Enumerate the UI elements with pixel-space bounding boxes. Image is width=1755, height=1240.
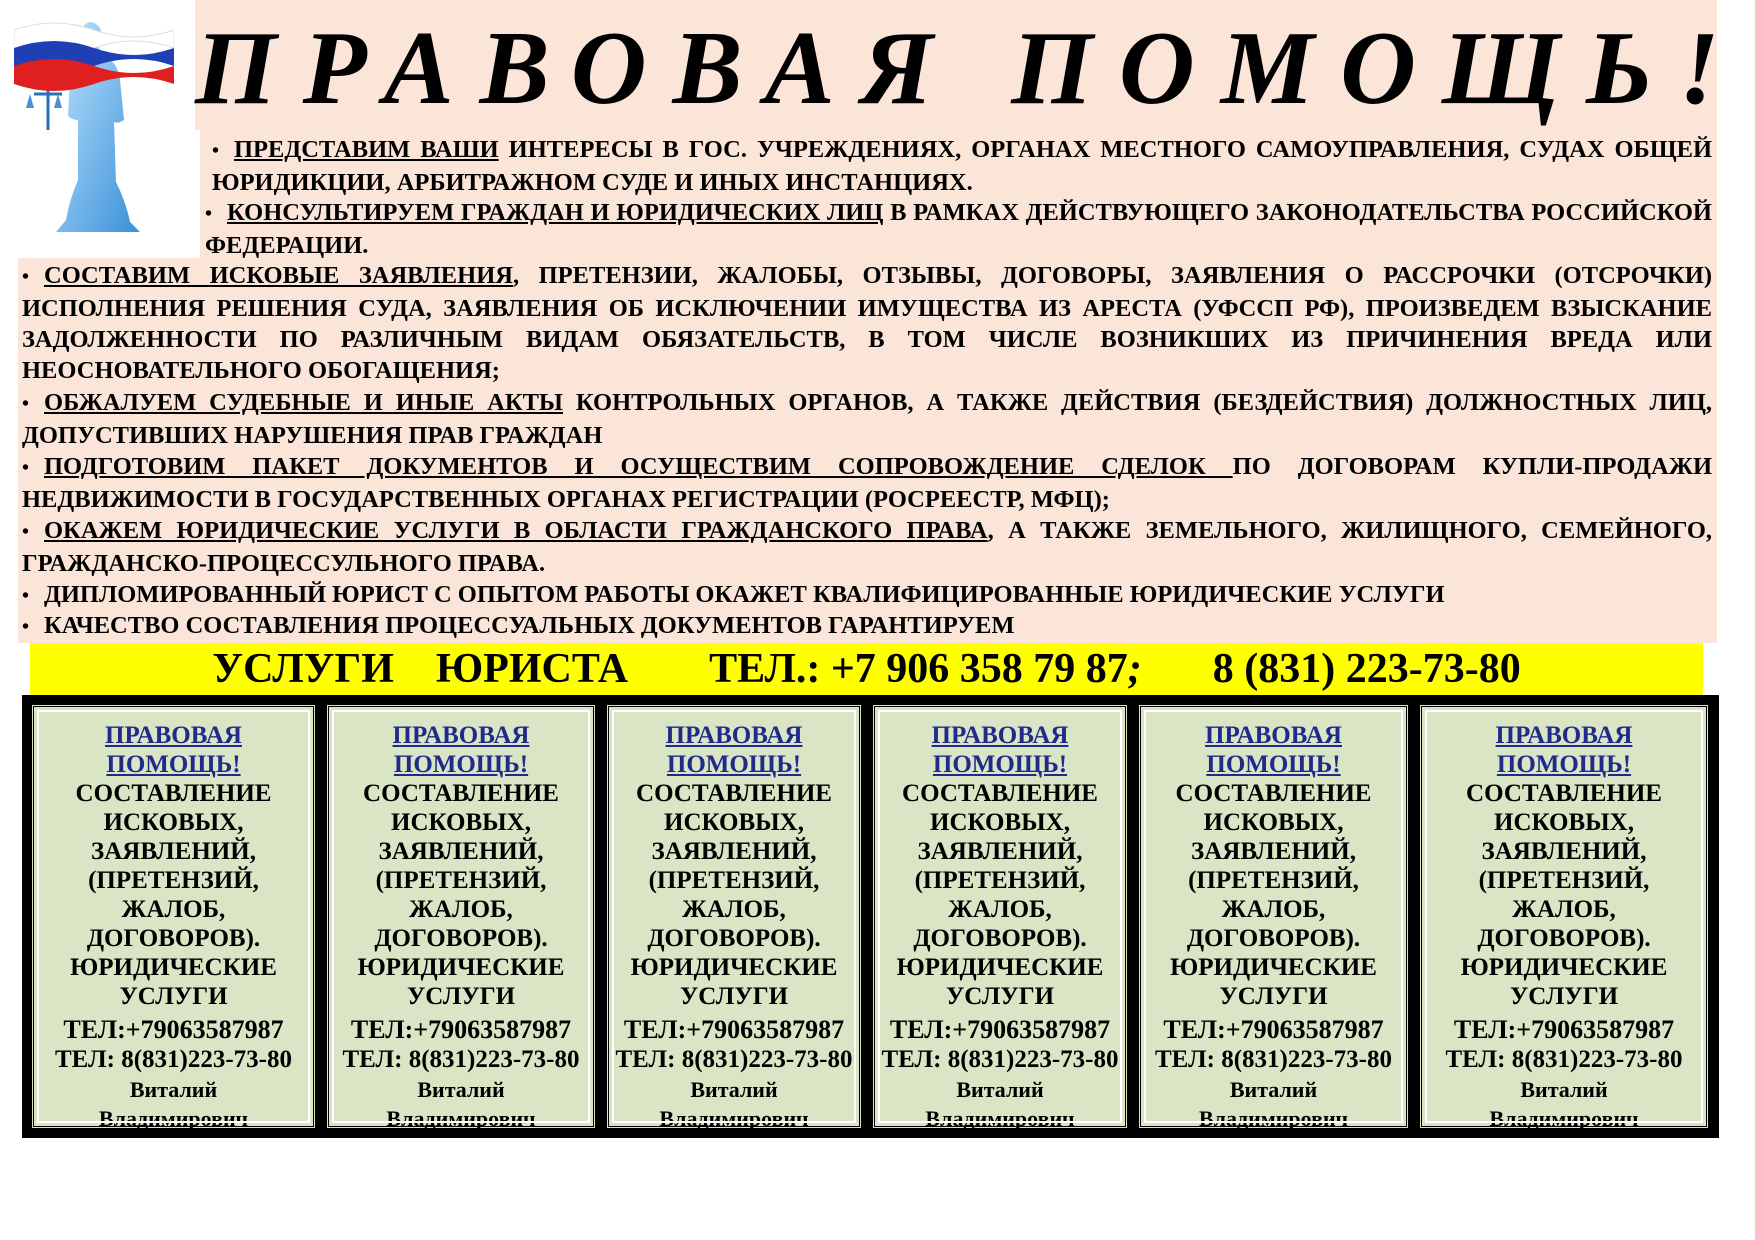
tear-off-card [1419, 704, 1709, 1129]
tear-off-card [31, 704, 316, 1129]
service-item: • ПРЕДСТАВИМ ВАШИ ИНТЕРЕСЫ В ГОС. УЧРЕЖДЕНИЯХ, ОРГАНАХ МЕСТНОГО САМОУПРАВЛЕНИЯ, СУДАХ ОБЩЕЙ ЮРИДИКЦИИ, АРБИТРАЖНОМ СУДЕ И ИНЫХ ИНСТАНЦИЯХ. [212, 136, 1713, 196]
card-phone: ТЕЛ:+79063587987 [1453, 1015, 1675, 1044]
card-body: СОСТАВЛЕНИЕ ИСКОВЫХ, ЗАЯВЛЕНИЙ, (ПРЕТЕНЗИЙ, ЖАЛОБ, ДОГОВОРОВ). ЮРИДИЧЕСКИЕ УСЛУГИ [1170, 780, 1377, 1010]
card-heading: ПРАВОВАЯ ПОМОЩЬ! [1495, 722, 1633, 778]
card-name-patronymic: Владимирович [98, 1106, 249, 1131]
card-body: СОСТАВЛЕНИЕ ИСКОВЫХ, ЗАЯВЛЕНИЙ, (ПРЕТЕНЗИЙ, ЖАЛОБ, ДОГОВОРОВ). ЮРИДИЧЕСКИЕ УСЛУГИ [896, 780, 1104, 1010]
card-body: СОСТАВЛЕНИЕ ИСКОВЫХ, ЗАЯВЛЕНИЙ, (ПРЕТЕНЗИЙ, ЖАЛОБ, ДОГОВОРОВ). ЮРИДИЧЕСКИЕ УСЛУГИ [70, 780, 277, 1010]
service-item: • ДИПЛОМИРОВАННЫЙ ЮРИСТ С ОПЫТОМ РАБОТЫ ОКАЖЕТ КВАЛИФИЦИРОВАННЫЕ ЮРИДИЧЕСКИЕ УСЛУГИ [22, 581, 1445, 608]
tear-off-card [606, 704, 862, 1129]
card-name-patronymic: Владимирович [659, 1106, 809, 1131]
card-phone-2: ТЕЛ: 8(831)223-73-80 [1445, 1046, 1683, 1073]
card-name-first: Виталий [417, 1077, 505, 1102]
card-name-first: Виталий [1520, 1077, 1608, 1102]
service-item: • ОБЖАЛУЕМ СУДЕБНЫЕ И ИНЫЕ АКТЫ КОНТРОЛЬНЫХ ОРГАНОВ, А ТАКЖЕ ДЕЙСТВИЯ (БЕЗДЕЙСТВИЯ) ДОЛЖНОСТНЫХ ЛИЦ, ДОПУСТИВШИХ НАРУШЕНИЯ ПРАВ ГРАЖДАН [22, 389, 1713, 449]
service-item: • КАЧЕСТВО СОСТАВЛЕНИЯ ПРОЦЕССУАЛЬНЫХ ДОКУМЕНТОВ ГАРАНТИРУЕМ [22, 612, 1015, 639]
card-phone-2: ТЕЛ: 8(831)223-73-80 [881, 1046, 1119, 1073]
card-name-first: Виталий [129, 1077, 218, 1102]
card-phone-2: ТЕЛ: 8(831)223-73-80 [1154, 1046, 1393, 1073]
card-phone: ТЕЛ:+79063587987 [623, 1015, 845, 1044]
card-name-patronymic: Владимирович [1198, 1106, 1349, 1131]
card-heading: ПРАВОВАЯ ПОМОЩЬ! [392, 722, 530, 778]
service-item: • СОСТАВИМ ИСКОВЫЕ ЗАЯВЛЕНИЯ, ПРЕТЕНЗИИ, ЖАЛОБЫ, ОТЗЫВЫ, ДОГОВОРЫ, ЗАЯВЛЕНИЯ О РАССРОЧКИ (ОТСРОЧКИ) ИСПОЛНЕНИЯ РЕШЕНИЯ СУДА, ЗАЯВЛЕНИЯ ОБ ИСКЛЮЧЕНИИ ИМУЩЕСТВА ИЗ АРЕСТА (УФССП РФ), ПРОИЗВЕДЕМ ВЗЫСКАНИЕ ЗАДОЛЖЕННОСТИ ПО РАЗЛИЧНЫМ ВИДАМ ОБЯЗАТЕЛЬСТВ, В ТОМ ЧИСЛЕ ВОЗНИКШИХ ИЗ ПРИЧИНЕНИЯ ВРЕДА ИЛИ НЕОСНОВАТЕЛЬНОГО ОБОГАЩЕНИЯ; [22, 262, 1712, 384]
contact-banner [30, 643, 1703, 695]
card-heading: ПРАВОВАЯ ПОМОЩЬ! [105, 722, 242, 778]
service-item: • ПОДГОТОВИМ ПАКЕТ ДОКУМЕНТОВ И ОСУЩЕСТВИМ СОПРОВОЖДЕНИЕ СДЕЛОК ПО ДОГОВОРАМ КУПЛИ-ПРОДАЖИ НЕДВИЖИМОСТИ В ГОСУДАРСТВЕННЫХ ОРГАНАХ РЕГИСТРАЦИИ (РОСРЕЕСТР, МФЦ); [22, 453, 1713, 513]
tear-off-card [326, 704, 596, 1129]
service-item: • КОНСУЛЬТИРУЕМ ГРАЖДАН И ЮРИДИЧЕСКИХ ЛИЦ В РАМКАХ ДЕЙСТВУЮЩЕГО ЗАКОНОДАТЕЛЬСТВА РОССИЙСКОЙ ФЕДЕРАЦИИ. [205, 199, 1712, 259]
banner-phone-2: 8 (831) 223-73-80 [1212, 646, 1521, 692]
card-name-first: Виталий [956, 1077, 1044, 1102]
card-body: СОСТАВЛЕНИЕ ИСКОВЫХ, ЗАЯВЛЕНИЙ, (ПРЕТЕНЗИЙ, ЖАЛОБ, ДОГОВОРОВ). ЮРИДИЧЕСКИЕ УСЛУГИ [630, 780, 838, 1010]
card-body: СОСТАВЛЕНИЕ ИСКОВЫХ, ЗАЯВЛЕНИЙ, (ПРЕТЕНЗИЙ, ЖАЛОБ, ДОГОВОРОВ). ЮРИДИЧЕСКИЕ УСЛУГИ [1460, 780, 1668, 1010]
card-heading: ПРАВОВАЯ ПОМОЩЬ! [931, 722, 1069, 778]
card-phone-2: ТЕЛ: 8(831)223-73-80 [342, 1046, 580, 1073]
tear-off-strip [22, 695, 1719, 1138]
card-phone: ТЕЛ:+79063587987 [63, 1015, 284, 1044]
card-phone: ТЕЛ:+79063587987 [350, 1015, 572, 1044]
card-phone: ТЕЛ:+79063587987 [889, 1015, 1111, 1044]
card-heading: ПРАВОВАЯ ПОМОЩЬ! [665, 722, 803, 778]
card-name-first: Виталий [690, 1077, 778, 1102]
card-phone-2: ТЕЛ: 8(831)223-73-80 [54, 1046, 293, 1073]
banner-phone: ТЕЛ.: +7 906 358 79 87 [709, 646, 1128, 692]
banner-label: УСЛУГИ ЮРИСТА [212, 646, 629, 692]
tear-off-card [872, 704, 1128, 1129]
card-phone-2: ТЕЛ: 8(831)223-73-80 [615, 1046, 853, 1073]
card-name-patronymic: Владимирович [925, 1106, 1075, 1131]
card-phone: ТЕЛ:+79063587987 [1163, 1015, 1384, 1044]
card-name-patronymic: Владимирович [1489, 1106, 1639, 1131]
service-item: • ОКАЖЕМ ЮРИДИЧЕСКИЕ УСЛУГИ В ОБЛАСТИ ГРАЖДАНСКОГО ПРАВА, А ТАКЖЕ ЗЕМЕЛЬНОГО, ЖИЛИЩНОГО, СЕМЕЙНОГО, ГРАЖДАНСКО-ПРОЦЕССУЛЬНОГО ПРАВА. [22, 517, 1713, 577]
banner-separator: ; [1127, 646, 1142, 692]
card-heading: ПРАВОВАЯ ПОМОЩЬ! [1205, 722, 1342, 778]
card-name-first: Виталий [1229, 1077, 1318, 1102]
russian-flag-icon [14, 22, 174, 92]
tear-off-card [1138, 704, 1409, 1129]
card-body: СОСТАВЛЕНИЕ ИСКОВЫХ, ЗАЯВЛЕНИЙ, (ПРЕТЕНЗИЙ, ЖАЛОБ, ДОГОВОРОВ). ЮРИДИЧЕСКИЕ УСЛУГИ [357, 780, 565, 1010]
page-title: ПРАВОВАЯ ПОМОЩЬ! [195, 9, 1746, 126]
card-name-patronymic: Владимирович [386, 1106, 536, 1131]
